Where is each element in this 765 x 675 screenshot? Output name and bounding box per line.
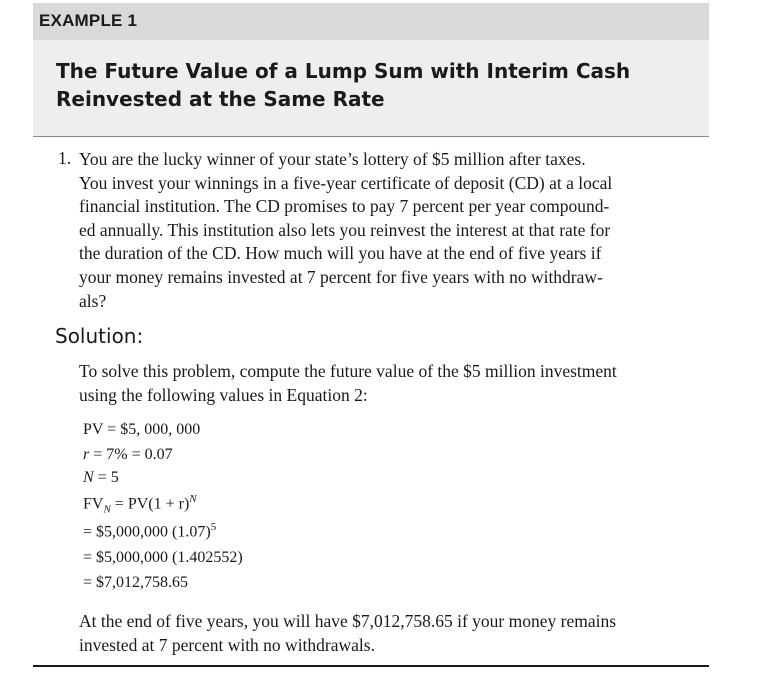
example-box xyxy=(33,3,709,667)
example-label: EXAMPLE 1 xyxy=(39,11,138,30)
equation-step-text: = $7,012,758.65 xyxy=(83,574,189,591)
equation-step-3 xyxy=(83,574,188,592)
equation-lhs: FV xyxy=(83,495,104,513)
intro-line: using the following values in Equation 2: xyxy=(79,384,368,405)
bottom-rule xyxy=(33,665,709,667)
question-line: als? xyxy=(79,290,107,311)
equation-step-text: = $5,000,000 (1.07) xyxy=(83,523,211,541)
example-title xyxy=(56,57,656,113)
equation-fv xyxy=(83,493,197,516)
equation-subscript: N xyxy=(103,503,111,516)
question-line: You are the lucky winner of your state’s lottery of $5 million after taxes. xyxy=(79,149,586,169)
question-line: ed annually. This institution also lets you reinvest the interest at that rate for xyxy=(79,219,611,240)
question-number: 1. xyxy=(58,148,72,168)
conclusion-line: At the end of five years, you will have $7,012,758.65 if your money remains xyxy=(79,611,617,631)
title-area xyxy=(33,40,709,137)
example-header-bar xyxy=(33,3,709,40)
equation-exponent: 5 xyxy=(210,521,217,533)
equation-r xyxy=(83,446,173,464)
question-line: You invest your winnings in a five-year certificate of deposit (CD) at a local xyxy=(79,172,613,193)
equation-rhs: = $5, 000, 000 xyxy=(103,421,201,438)
equation-rhs: = 5 xyxy=(93,469,119,486)
question-line: financial institution. The CD promises to pay 7 percent per year compound- xyxy=(79,196,610,217)
solution-intro xyxy=(79,360,699,407)
solution-heading: Solution: xyxy=(55,324,144,348)
equation-step-text: = $5,000,000 (1.402552) xyxy=(83,549,243,566)
equation-rhs: = PV(1 + r) xyxy=(110,495,190,513)
equation-lhs: PV xyxy=(83,421,104,438)
intro-line: To solve this problem, compute the future value of the $5 million investment xyxy=(79,361,617,381)
question-line: the duration of the CD. How much will you have at the end of five years if xyxy=(79,243,602,264)
equation-step-2 xyxy=(83,549,243,567)
equation-step-1 xyxy=(83,521,216,541)
question-line: your money remains invested at 7 percent for five years with no withdraw- xyxy=(79,266,603,287)
equation-superscript: N xyxy=(189,493,197,505)
title-line-2: Reinvested at the Same Rate xyxy=(56,87,385,111)
equation-lhs: r xyxy=(83,446,90,463)
equation-lhs: N xyxy=(83,469,94,486)
question-text xyxy=(79,148,699,313)
conclusion-line: invested at 7 percent with no withdrawals. xyxy=(79,634,375,655)
equation-n xyxy=(83,469,119,487)
title-line-1: The Future Value of a Lump Sum with Interim Cash xyxy=(56,59,631,83)
equation-pv xyxy=(83,421,200,439)
equation-rhs: = 7% = 0.07 xyxy=(89,446,173,463)
solution-conclusion xyxy=(79,610,699,657)
